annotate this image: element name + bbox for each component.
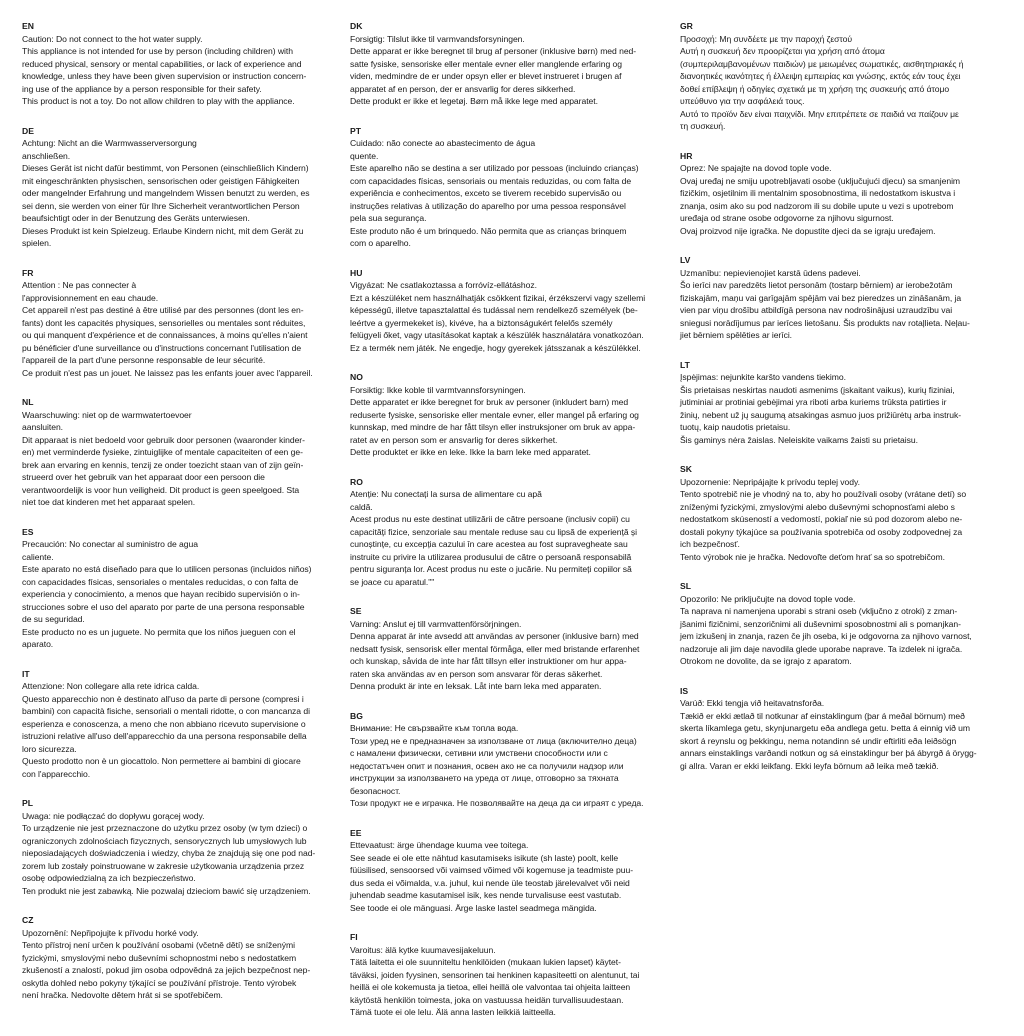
warning-text-line: strucciones sobre el uso del aparato por parte de una persona responsable — [22, 601, 305, 612]
warning-text-line: Forsiktig: Ikke koble til varmtvannsforsyningen. — [350, 384, 526, 395]
warning-text-line: Uwaga: nie podłączać do dopływu gorącej wody. — [22, 810, 205, 821]
language-section-nl — [22, 396, 340, 509]
warning-text-line: vien par viņu drošību atbildīgā persona nav nodrošinājusi uzraudzību vai — [680, 305, 953, 315]
warning-text-line: Ten produkt nie jest zabawką. Nie pozwalaj dzieciom bawić się urządzeniem. — [22, 885, 311, 896]
warning-text-line: fizičkim, osjetilnim ili mentalnim sposobnostima, ili nedostatkom iskustva i — [680, 188, 956, 198]
warning-text-line: caliente. — [22, 551, 54, 562]
warning-text-line: Upozornenie: Nepripájajte k prívodu teplej vody. — [680, 476, 860, 487]
warning-text-line: δοθεί επίβλεψη ή οδηγίες σχετικά με τη χρήση της συσκευής από άτομο — [680, 83, 950, 94]
warning-text-line: ograniczonych zdolnościach fizycznych, sensorycznych lub umysłowych lub — [22, 835, 307, 846]
language-code: ES — [22, 526, 34, 537]
warning-text-line: Dieses Gerät ist nicht dafür bestimmt, von Personen (einschließlich Kindern) — [22, 163, 309, 173]
warning-text-line: Tento přístroj není určen k používání osobami (včetně dětí) se sníženými — [22, 940, 295, 950]
warning-text-line: (συμπεριλαμβανομένων παιδιών) με μειωμένες σωματικές, αισθητηριακές ή — [680, 58, 964, 69]
warning-text-line: jšanimi fizičnimi, senzoričnimi ali duševnimi sposobnostmi ali s pomanjkan- — [680, 618, 961, 629]
language-code: SK — [680, 464, 692, 474]
warning-text-line: Ezt a készüléket nem használhatják csökkent fizikai, érzékszervi vagy szellemi — [350, 292, 646, 303]
warning-text-line: jutiminiai ar protiniai gebėjimai yra riboti arba kuriems trūksta patirties ir — [680, 397, 947, 407]
warning-text-line: quente. — [350, 150, 379, 161]
warning-text-line: zníženými fyzickými, zmyslovými alebo duševnými schopnosťami alebo s — [680, 501, 955, 512]
warning-text-line: žinių, nebent už jų saugumą atsakingas asmuo juos prižiūrėtų arba instruk- — [680, 409, 962, 420]
warning-text-line: Ce produit n'est pas un jouet. Ne laissez pas les enfants jouer avec l'appareil. — [22, 367, 313, 378]
warning-text-line: satte fysiske, sensoriske eller mentale evner eller manglende erfaring og — [350, 58, 622, 69]
warning-text-line: See toode ei ole mänguasi. Ärge laske lastel seadmega mängida. — [350, 902, 597, 913]
warning-text-line: Upozornění: Nepřipojujte k přívodu horké vody. — [22, 927, 199, 938]
warning-text-line: недостатъчен опит и познания, освен ако не са получили надзор или — [350, 760, 624, 771]
warning-text-line: znanja, osim ako su pod nadzorom ili su dobile upute u vezi s upotrebom — [680, 200, 954, 211]
language-code: CZ — [22, 915, 34, 925]
warning-text-line: och kunskap, såvida de inte har fått tillsyn eller instruktioner om hur appa- — [350, 656, 627, 666]
warning-text-line: képességű, illetve tapasztalattal és tudással nem rendelkező személyek (be- — [350, 305, 638, 315]
warning-text-line: Opozorilo: Ne priključujte na dovod tople vode. — [680, 593, 856, 604]
warning-text-line: l'approvisionnement en eau chaude. — [22, 292, 159, 303]
warning-text-line: jiet bērniem spēlēties ar ierīci. — [680, 330, 793, 340]
warning-text-line: viden, medmindre de er under opsyn eller er blevet instrueret i brugen af — [350, 71, 622, 81]
language-code: EE — [350, 827, 362, 838]
warning-text-line: Dette apparat er ikke beregnet til brug af personer (inklusive børn) med ned- — [350, 46, 637, 56]
language-section-pt — [350, 125, 668, 250]
language-code: DK — [350, 21, 363, 31]
warning-text-line: Varning: Anslut ej till varmvattenförsörjningen. — [350, 618, 522, 629]
warning-text-line: Este produto não é um brinquedo. Não permita que as crianças brinquem — [350, 225, 627, 236]
language-code: PL — [22, 798, 33, 808]
warning-text-line: Precaución: No conectar al suministro de agua — [22, 539, 198, 549]
warning-text-line: felügyeli őket, vagy utasításokat kaptak a készülék használatára vonatkozóan. — [350, 330, 644, 340]
warning-text-line: инструкции за използването на уреда от лице, отговорно за тяхната — [350, 773, 619, 783]
language-section-ee — [350, 827, 668, 915]
language-code: SE — [350, 606, 362, 616]
warning-text-line: Αυτή η συσκευή δεν προορίζεται για χρήση από άτομα — [680, 46, 885, 56]
warning-text-line: Tento výrobok nie je hračka. Nedovoľte deťom hrať sa so spotrebičom. — [680, 551, 945, 562]
warning-text-line: heillä ei ole kokemusta ja tietoa, ellei heillä ole valvontaa tai ohjeita laitteen — [350, 982, 631, 992]
warning-text-line: osobę odpowiedzialną za ich bezpieczeństwo. — [22, 873, 196, 883]
warning-text-line: täväksi, joiden fyysinen, sensorinen tai henkinen kapasiteetti on alentunut, tai — [350, 969, 640, 980]
language-section-is — [680, 685, 998, 773]
warning-text-line: Vigyázat: Ne csatlakoztassa a forróvíz-ellátáshoz. — [350, 280, 537, 290]
warning-text-line: Αυτό το προϊόν δεν είναι παιχνίδι. Μην επιτρέπετε σε παιδιά να παίζουν με — [680, 108, 959, 119]
warning-text-line: experiência e conhecimentos, exceto se tiverem recebido supervisão ou — [350, 188, 622, 198]
warning-text-line: sei denn, sie werden von einer für Ihre Sicherheit verantwortlichen Person — [22, 200, 300, 211]
warning-text-line: Questo apparecchio non è destinato all'uso da parte di persone (compresi i — [22, 693, 304, 704]
warning-text-line: See seade ei ole ette nähtud kasutamiseks isikute (sh laste) poolt, kelle — [350, 852, 619, 863]
language-code: FI — [350, 932, 358, 942]
language-section-no — [350, 371, 668, 459]
warning-text-line: Tento spotrebič nie je vhodný na to, aby ho používali osoby (vrátane detí) so — [680, 489, 967, 499]
warning-text-line: loro sicurezza. — [22, 743, 77, 754]
warning-text-line: Tämä tuote ei ole lelu. Älä anna lasten leikkiä laitteella. — [350, 1007, 556, 1017]
warning-text-line: instruções relativas à utilização do aparelho por uma pessoa responsável — [350, 200, 626, 211]
language-section-fi — [350, 931, 668, 1019]
warning-text-line: oder mangelnder Erfahrung und mangelndem Wissen benutzt zu werden, es — [22, 188, 310, 198]
warning-text-line: en) met verminderde fysieke, zintuiglijke of mentale capaciteiten of een ge- — [22, 447, 303, 457]
language-code: BG — [350, 710, 363, 721]
warning-text-line: Внимание: Не свързвайте към топла вода. — [350, 723, 519, 733]
warning-text-line: Dit apparaat is niet bedoeld voor gebruik door personen (waaronder kinder- — [22, 434, 305, 445]
warning-text-line: Cet appareil n'est pas destiné à être utilisé par des personnes (dont les en- — [22, 305, 304, 315]
warning-text-line: com capacidades físicas, sensoriais ou mentais reduzidas, ou com falta de — [350, 175, 632, 186]
warning-text-line: Forsigtig: Tilslut ikke til varmvandsforsyningen. — [350, 33, 525, 44]
warning-text-line: con l'apparecchio. — [22, 768, 91, 779]
warning-text-line: cunoștințe, cu excepția cazului în care acestea au fost supravegheate sau — [350, 539, 628, 549]
warning-text-line: raten ska användas av en person som ansvarar för deras säkerhet. — [350, 668, 603, 679]
warning-text-line: Dieses Produkt ist kein Spielzeug. Erlaube Kindern nicht, mit dem Gerät zu — [22, 225, 304, 236]
warning-text-line: leértve a gyermekeket is), kivéve, ha a biztonságukért felelős személy — [350, 317, 613, 328]
warning-text-line: nedsatt fysisk, sensorisk eller mental förmåga, eller med bristande erfarenhet — [350, 643, 640, 654]
warning-text-line: ou qui manquent d'expérience et de connaissances, à moins qu'elles n'aient — [22, 330, 308, 340]
warning-text-line: ratet av en person som er ansvarlig for deres sikkerhet. — [350, 434, 558, 445]
warning-text-line: dus seda ei võimalda, v.a. juhul, kui nende üle teostab järelevalvet või neid — [350, 877, 630, 888]
language-section-es — [22, 526, 340, 651]
warning-text-line: ing use of the appliance by a person responsible for their safety. — [22, 83, 262, 94]
warning-text-line: Achtung: Nicht an die Warmwasserversorgung — [22, 138, 197, 148]
warning-text-line: This product is not a toy. Do not allow children to play with the appliance. — [22, 96, 295, 106]
warning-text-line: strueerd over het gebruik van het apparaat door een persoon die — [22, 472, 265, 482]
language-code: IS — [680, 685, 689, 696]
warning-text-line: Dette apparatet er ikke beregnet for bruk av personer (inkludert barn) med — [350, 397, 629, 407]
language-section-bg — [350, 710, 668, 810]
warning-text-line: esperienza e conoscenza, a meno che non abbiano ricevuto supervisione o — [22, 718, 306, 729]
warning-text-line: nieposiadających doświadczenia i wiedzy, chyba że znajdują się one pod nad- — [22, 848, 316, 858]
warning-text-line: To urządzenie nie jest przeznaczone do użytku przez osoby (w tym dzieci) o — [22, 823, 308, 833]
language-section-cz — [22, 914, 340, 1002]
warning-text-line: Denna apparat är inte avsedd att användas av personer (inklusive barn) med — [350, 631, 639, 641]
warning-text-line: bambini) con capacità fisiche, sensoriali o mentali ridotte, o con mancanza di — [22, 706, 310, 716]
language-section-it — [22, 668, 340, 781]
language-section-lt — [680, 359, 998, 447]
language-code: GR — [680, 21, 693, 31]
language-code: IT — [22, 668, 30, 679]
language-section-ro — [350, 476, 668, 589]
language-code: HU — [350, 267, 363, 278]
warning-text-line: Този продукт не е играчка. Не позволявайте на деца да си играят с уреда. — [350, 798, 644, 808]
language-code: RO — [350, 476, 363, 487]
warning-text-line: Ovaj proizvod nije igračka. Ne dopustite djeci da se igraju uređajem. — [680, 225, 936, 236]
warning-text-line: Tätä laitetta ei ole suunniteltu henkilöiden (mukaan lukien lapset) käytet- — [350, 957, 621, 967]
language-section-hr — [680, 150, 998, 238]
language-code: LV — [680, 255, 691, 265]
warning-text-line: aparato. — [22, 639, 54, 649]
language-code: SL — [680, 581, 691, 591]
warning-text-line: fyzickými, smyslovými nebo duševními schopnostmi nebo s nedostatkem — [22, 952, 297, 963]
warning-text-line: Otrokom ne dovolite, da se igrajo z aparatom. — [680, 656, 852, 666]
warning-text-line: Waarschuwing: niet op de warmwatertoevoer — [22, 409, 192, 420]
warning-text-line: istruzioni relative all'uso dell'apparecchio da una persona responsabile della — [22, 731, 307, 741]
warning-text-line: knowledge, unless they have been given supervision or instruction concern- — [22, 71, 307, 81]
warning-text-line: anschließen. — [22, 150, 71, 161]
warning-text-line: Tækið er ekki ætlað til notkunar af einstaklingum (þar á meðal börnum) með — [680, 710, 965, 721]
warning-text-line: gi allra. Varan er ekki leikfang. Ekki leyfa börnum að leika með tækið. — [680, 760, 939, 771]
warning-text-line: Cuidado: não conecte ao abastecimento de água — [350, 138, 536, 148]
language-section-de — [22, 125, 340, 250]
warning-text-line: Ta naprava ni namenjena uporabi s strani oseb (vključno z otroki) z zman- — [680, 606, 958, 616]
language-section-pl — [22, 797, 340, 897]
warning-text-line: Este aparelho não se destina a ser utilizado por pessoas (incluindo crianças) — [350, 163, 639, 173]
warning-text-line: pu bénéficier d'une surveillance ou d'instructions concernant l'utilisation de — [22, 342, 302, 353]
language-section-fr — [22, 267, 340, 380]
warning-text-line: Įspėjimas: nejunkite karšto vandens tiekimo. — [680, 372, 846, 382]
warning-text-line: reduserte fysiske, sensoriske eller mentale evner, eller mangel på erfaring og — [350, 409, 639, 420]
warning-text-line: Šis prietaisas neskirtas naudoti asmenims (įskaitant vaikus), kurių fiziniai, — [680, 384, 955, 395]
warning-text-line: pentru siguranța lor. Acest produs nu este o jucărie. Nu permiteți copiilor să — [350, 564, 632, 574]
warning-text-line: fiziskajām, maņu vai garīgajām spējām vai bez pieredzes un zināšanām, ja — [680, 292, 962, 303]
warning-text-line: nadzoruje ali jim daje navodila glede uporabe naprave. Ta izdelek ni igrača. — [680, 643, 963, 654]
warning-text-line: Ez a termék nem játék. Ne engedje, hogy gyerekek játsszanak a készülékkel. — [350, 342, 641, 353]
warning-text-line: skerta líkamlega getu, skynjunargetu eða andlega getu. Þetta á einnig við um — [680, 723, 971, 733]
warning-text-line: υπεύθυνο για την ασφάλειά τους. — [680, 96, 805, 106]
warning-text-line: juhendab seadme kasutamisel isik, kes nende turvalisuse eest vastutab. — [350, 890, 622, 900]
warning-text-line: Dette produkt er ikke et legetøj. Børn må ikke lege med apparatet. — [350, 96, 598, 106]
warning-text-line: безопасност. — [350, 785, 401, 796]
language-section-en — [22, 20, 340, 108]
warning-text-line: aansluiten. — [22, 422, 64, 432]
warning-text-line: Attenzione: Non collegare alla rete idrica calda. — [22, 681, 200, 691]
warning-text-line: Ettevaatust: ärge ühendage kuuma vee toitega. — [350, 840, 529, 850]
warning-text-line: uređaja od strane osobe odgovorne za njihovu sigurnost. — [680, 213, 894, 223]
warning-text-line: con capacidades físicas, sensoriales o mentales reducidas, o con falta de — [22, 576, 299, 587]
warning-text-line: zkušeností a znalostí, pokud jim osoba odpovědná za jejich bezpečnost nep- — [22, 965, 311, 975]
language-section-dk — [350, 20, 668, 108]
language-section-sl — [680, 580, 998, 668]
language-code: FR — [22, 267, 34, 278]
column-1 — [22, 20, 340, 1019]
language-code: LT — [680, 359, 690, 370]
warning-text-line: Ovaj uređaj ne smiju upotrebljavati osobe (uključujući djecu) sa smanjenim — [680, 175, 961, 186]
warning-text-line: Acest produs nu este destinat utilizării de către persoane (inclusiv copii) cu — [350, 514, 630, 524]
warning-text-line: Caution: Do not connect to the hot water supply. — [22, 33, 203, 44]
warning-text-line: l'appareil de la part d'une personne responsable de leur sécurité. — [22, 355, 266, 365]
warning-text-line: beaufsichtigt oder in der Benutzung des Geräts unterwiesen. — [22, 213, 250, 223]
language-code: DE — [22, 125, 34, 136]
warning-text-line: nedostatkom skúseností a vedomostí, pokiaľ nie sú pod dozorom alebo ne- — [680, 514, 963, 524]
language-section-sk — [680, 463, 998, 563]
warning-text-line: mit eingeschränkten physischen, sensorischen oder geistigen Fähigkeiten — [22, 175, 300, 186]
warning-text-line: není hračka. Nedovolte dětem hrát si se spotřebičem. — [22, 990, 223, 1000]
warning-text-line: Oprez: Ne spajajte na dovod tople vode. — [680, 163, 832, 173]
warning-text-line: Denna produkt är inte en leksak. Låt inte barn leka med apparaten. — [350, 681, 602, 691]
warning-text-line: niet toe dat kinderen met het apparaat spelen. — [22, 497, 196, 507]
warning-text-line: Varúð: Ekki tengja við heitavatnsforða. — [680, 698, 825, 708]
warning-text-line: füüsilised, sensoorsed või vaimsed võimed või kogemuse ja teadmiste puu- — [350, 865, 634, 875]
language-section-hu — [350, 267, 668, 355]
warning-text-line: Šis gaminys nėra žaislas. Neleiskite vaikams žaisti su prietaisu. — [680, 434, 918, 445]
warning-text-line: tuotų, kaip naudotis prietaisu. — [680, 422, 791, 432]
warning-text-line: This appliance is not intended for use by person (including children) with — [22, 46, 293, 56]
warning-text-line: dostali pokyny týkajúce sa používania spotrebiča od osoby zodpovednej za — [680, 526, 963, 537]
warning-text-line: käytöstä henkilön toimesta, joka on vastuussa heidän turvallisuudestaan. — [350, 994, 624, 1005]
language-code: EN — [22, 21, 34, 31]
warning-text-line: pela sua segurança. — [350, 213, 427, 223]
column-2 — [350, 20, 668, 1036]
warning-text-line: Atenție: Nu conectați la sursa de alimentare cu apă — [350, 489, 542, 499]
warning-text-line: Šo ierīci nav paredzēts lietot personām (tostarp bērniem) ar ierobežotām — [680, 280, 953, 290]
warning-text-line: reduced physical, sensory or mental capabilities, or lack of experience and — [22, 58, 302, 69]
warning-text-line: Προσοχή: Μη συνδέετε με την παροχή ζεστού — [680, 33, 853, 44]
warning-text-line: jem izkušenj in znanja, razen če jih oseba, ki je odgovorna za njihovo varnost, — [680, 631, 972, 641]
language-code: NL — [22, 397, 34, 407]
warning-text-line: instruite cu privire la utilizarea produsului de către o persoană responsabilă — [350, 551, 632, 562]
language-section-se — [350, 605, 668, 693]
warning-text-line: Questo prodotto non è un giocattolo. Non permettere ai bambini di giocare — [22, 756, 301, 766]
warning-text-line: Uzmanību: nepievienojiet karstā ūdens padevei. — [680, 267, 861, 278]
language-section-lv — [680, 254, 998, 342]
warning-text-line: Este aparato no está diseñado para que lo utilicen personas (incluidos niños) — [22, 564, 312, 574]
warning-text-line: se joace cu aparatul."" — [350, 576, 435, 587]
warning-text-line: kunnskap, med mindre de har fått tilsyn eller instruksjoner om bruk av appa- — [350, 422, 636, 432]
warning-text-line: skort á reynslu og þekkingu, nema notandinn sé undir eftirliti eða leiðsögn — [680, 735, 957, 746]
language-code: NO — [350, 372, 363, 382]
warning-text-line: spielen. — [22, 238, 52, 248]
warning-text-line: experiencia y conocimiento, a menos que hayan recibido supervisión o in- — [22, 589, 300, 599]
warning-text-line: verantwoordelijk is voor hun veiligheid. Dit product is geen speelgoed. Sta — [22, 484, 300, 495]
warning-text-line: annars einstaklings varðandi notkun og sá einstaklingur ber þá ábyrgð á örygg- — [680, 748, 977, 758]
warning-text-line: с намалени физически, сетивни или умствени способности или с — [350, 748, 608, 758]
warning-text-line: sniegusi norādījumus par ierīces lietošanu. Šis produkts nav rotaļlieta. Neļau- — [680, 317, 970, 328]
language-section-gr — [680, 20, 998, 133]
warning-text-line: caldă. — [350, 501, 373, 512]
warning-text-line: fants) dont les capacités physiques, sensorielles ou mentales sont réduites, — [22, 317, 306, 328]
warning-text-line: brek aan ervaring en kennis, tenzij ze onder toezicht staan van of zijn geïn- — [22, 459, 304, 470]
language-code: PT — [350, 125, 361, 136]
warning-text-line: com o aparelho. — [350, 238, 411, 248]
warning-text-line: apparatet af en person, der er ansvarlig for deres sikkerhed. — [350, 83, 576, 94]
warning-text-line: oskytla dohled nebo pokyny týkající se používání přístroje. Tento výrobek — [22, 977, 297, 988]
warning-text-line: Dette produktet er ikke en leke. Ikke la barn leke med apparatet. — [350, 447, 591, 457]
warning-text-line: Attention : Ne pas connecter à — [22, 280, 137, 290]
warning-text-line: Este producto no es un juguete. No permita que los niños jueguen con el — [22, 626, 296, 637]
warning-text-line: διανοητικές ικανότητες ή έλλειψη εμπειρίας και γνώσης, εκτός εάν τους έχει — [680, 71, 961, 81]
warning-text-line: capacități fizice, senzoriale sau mentale reduse sau cu lipsă de experiență și — [350, 526, 638, 537]
warning-text-line: de su seguridad. — [22, 614, 85, 624]
warning-text-line: τη συσκευή. — [680, 121, 726, 131]
warning-text-line: ich bezpečnosť. — [680, 539, 740, 549]
column-3 — [680, 20, 998, 789]
warning-text-line: zorem lub zostały poinstruowane w zakresie użytkowania urządzenia przez — [22, 860, 305, 871]
language-code: HR — [680, 150, 693, 161]
warning-text-line: Varoitus: älä kytke kuumavesijakeluun. — [350, 944, 496, 955]
warning-text-line: Този уред не е предназначен за използване от лица (включително деца) — [350, 735, 637, 746]
